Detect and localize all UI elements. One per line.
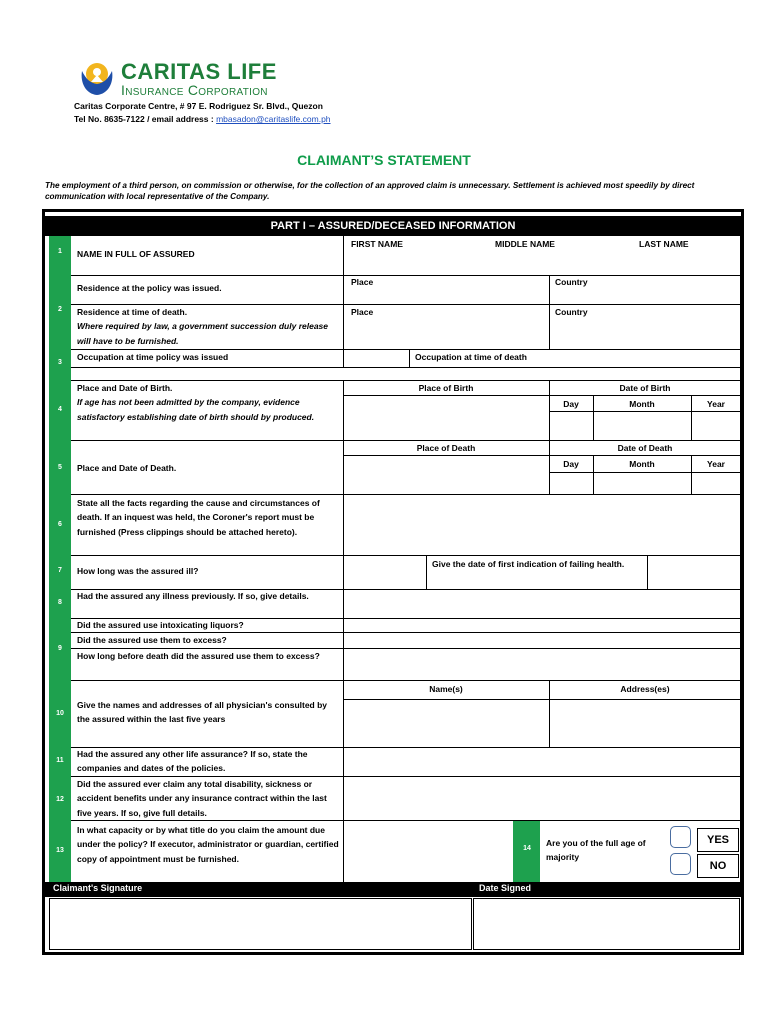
- first-name-label: FIRST NAME: [351, 239, 403, 249]
- physicians-label: Give the names and addresses of all physician's consulted by the assured within the last five years: [77, 700, 328, 725]
- birth-month-label: Month: [629, 399, 655, 409]
- row-number-13: 13: [56, 847, 64, 854]
- row-number-3: 3: [58, 359, 62, 366]
- row-number-1: 1: [58, 248, 62, 255]
- row-number-2: 2: [58, 306, 62, 313]
- occupation-death-label: Occupation at time of death: [415, 352, 527, 362]
- place-death-label: Place: [351, 307, 374, 317]
- place-of-death-label: Place of Death: [416, 443, 476, 453]
- cause-of-death-label: State all the facts regarding the cause and circumstances of death. If an inquest was held, the Coroner's report must be furnished (Press clippings should be attached hereto).: [77, 498, 320, 537]
- birth-year-label: Year: [707, 399, 725, 409]
- date-of-death-label: Date of Death: [617, 443, 673, 453]
- residence-death-title: Residence at time of death.: [77, 307, 188, 317]
- row-number-8: 8: [58, 599, 62, 606]
- date-of-birth-label: Date of Birth: [619, 383, 671, 393]
- company-address: Caritas Corporate Centre, # 97 E. Rodriguez Sr. Blvd., Quezon: [74, 101, 323, 111]
- document-title: CLAIMANT’S STATEMENT: [297, 152, 471, 168]
- failing-health-label: Give the date of first indication of failing health.: [432, 559, 625, 569]
- liquor-before-death-label: How long before death did the assured use them to excess?: [77, 651, 320, 661]
- residence-death-label: [77, 305, 339, 348]
- caritas-logo-icon: [78, 61, 116, 97]
- section-header: [45, 216, 741, 236]
- place-of-birth-label: Place of Birth: [418, 383, 474, 393]
- country-label: Country: [555, 277, 588, 287]
- liquor-excess-label: Did the assured use them to excess?: [77, 635, 227, 645]
- tel-text: Tel No. 8635-7122 / email address :: [74, 114, 217, 124]
- yes-label: YES: [706, 834, 729, 846]
- no-option-box: [697, 854, 739, 878]
- physician-addresses-label: Address(es): [620, 684, 670, 694]
- previous-illness-label: Had the assured any illness previously. If so, give details.: [77, 591, 309, 601]
- row-number-10: 10: [56, 710, 64, 717]
- signature-field[interactable]: [49, 898, 472, 950]
- row-number-12: 12: [56, 796, 64, 803]
- row-number-14: 14: [523, 845, 531, 852]
- illness-duration-label: How long was the assured ill?: [77, 566, 199, 576]
- claimant-capacity-label: In what capacity or by what title do you claim the amount due under the policy? If executor, administrator or guardian, certified copy of appointment must be furnished.: [77, 825, 339, 864]
- date-signed-field[interactable]: [473, 898, 740, 950]
- row-14-number-cell: [513, 821, 540, 882]
- company-contact: [74, 114, 331, 124]
- claim-form: [42, 209, 744, 955]
- death-day-label: Day: [563, 459, 579, 469]
- place-label: Place: [351, 277, 374, 287]
- death-year-label: Year: [707, 459, 725, 469]
- residence-issued-label: Residence at the policy was issued.: [77, 283, 222, 293]
- no-label: NO: [709, 860, 727, 872]
- notice-text: The employment of a third person, on commission or otherwise, for the collection of an approved claim is unnecessary. Settlement is achieved most speedily by direct communication with local representative of the Company.: [45, 181, 695, 201]
- no-checkbox[interactable]: [670, 853, 691, 875]
- liquor-use-label: Did the assured use intoxicating liquors?: [77, 620, 244, 630]
- residence-death-note: Where required by law, a government succession duly release will have to be furnished.: [77, 321, 328, 346]
- physician-names-label: Name(s): [429, 684, 463, 694]
- birth-note: If age has not been admitted by the company, evidence satisfactory establishing date of birth should by produced.: [77, 397, 315, 422]
- country-death-label: Country: [555, 307, 588, 317]
- death-month-label: Month: [629, 459, 655, 469]
- yes-option-box: [697, 828, 739, 852]
- birth-day-label: Day: [563, 399, 579, 409]
- section-title: PART I – ASSURED/DECEASED INFORMATION: [270, 220, 516, 232]
- assured-name-label: NAME IN FULL OF ASSURED: [77, 249, 195, 259]
- row-number-9: 9: [58, 645, 62, 652]
- row-number-7: 7: [58, 567, 62, 574]
- birth-label: [77, 381, 339, 424]
- date-signed-label: Date Signed: [479, 883, 532, 893]
- company-name: CARITAS LIFE: [121, 59, 277, 84]
- row-number-6: 6: [58, 521, 62, 528]
- signature-header: [45, 882, 741, 897]
- row-number-11: 11: [56, 757, 64, 764]
- other-assurance-label: Had the assured any other life assurance? If so, state the companies and dates of the policies.: [77, 749, 308, 774]
- row-number-5: 5: [58, 464, 62, 471]
- claimant-signature-label: Claimant's Signature: [53, 883, 143, 893]
- birth-title: Place and Date of Birth.: [77, 383, 173, 393]
- email-link[interactable]: mbasadon@caritaslife.com.ph: [216, 114, 331, 124]
- company-subtitle: Insurance Corporation: [121, 82, 268, 98]
- occupation-issued-label: Occupation at time policy was issued: [77, 352, 229, 362]
- middle-name-label: MIDDLE NAME: [495, 239, 555, 249]
- death-label: Place and Date of Death.: [77, 463, 177, 473]
- age-of-majority-label: Are you of the full age of majority: [546, 838, 646, 863]
- disability-claim-label: Did the assured ever claim any total disability, sickness or accident benefits under any insurance contract within the last five years. If so, give full details.: [77, 779, 327, 818]
- row-number-4: 4: [58, 406, 62, 413]
- row-number-column: [49, 236, 71, 882]
- last-name-label: LAST NAME: [639, 239, 689, 249]
- yes-checkbox[interactable]: [670, 826, 691, 848]
